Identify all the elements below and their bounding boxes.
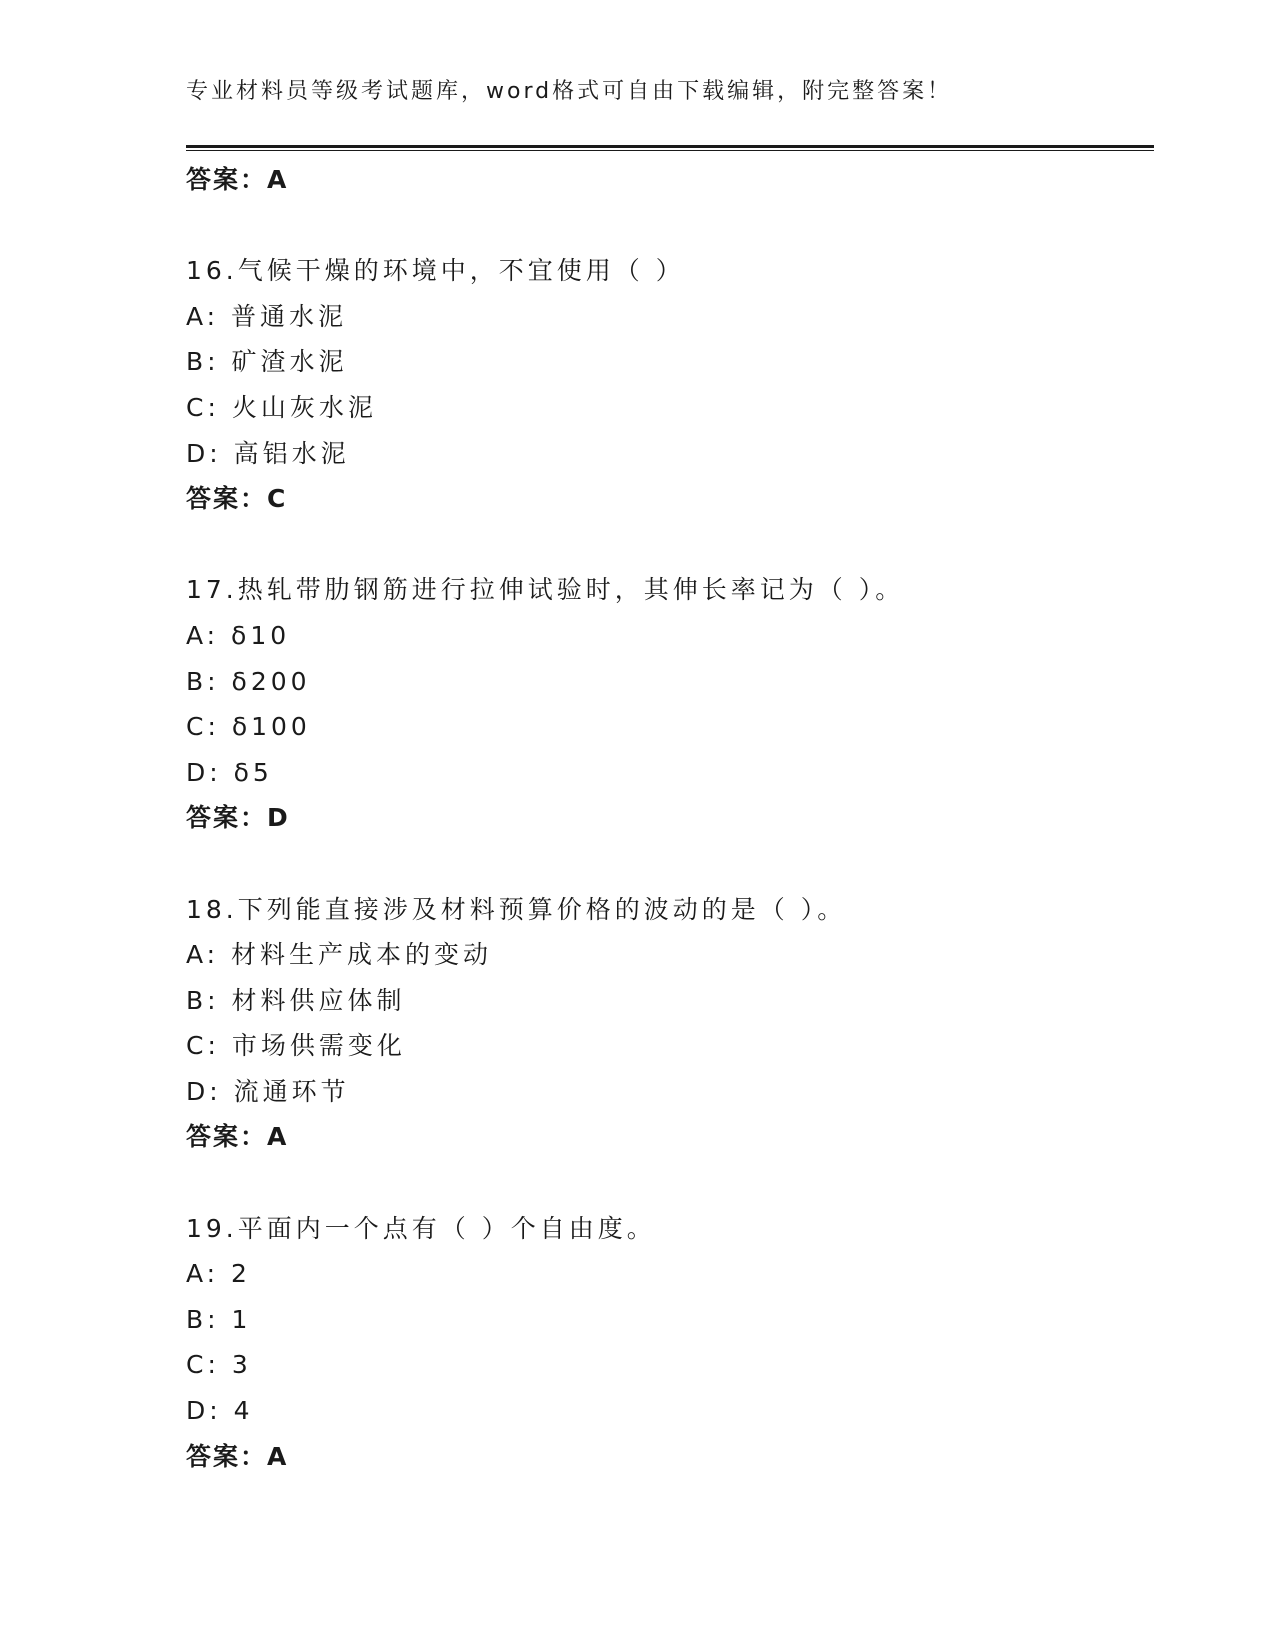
header-rule-thin — [186, 150, 1154, 151]
option-d: D: δ5 — [186, 757, 273, 787]
question-block — [186, 248, 1154, 522]
spacer — [186, 1160, 1154, 1206]
option-c: C: 市场供需变化 — [186, 1031, 406, 1061]
option-b: B: 材料供应体制 — [186, 985, 406, 1015]
spacer — [186, 522, 1154, 568]
option-c: C: δ100 — [186, 712, 311, 742]
question-answer: 答案：C — [186, 484, 288, 514]
question-stem: 18.下列能直接涉及材料预算价格的波动的是（ ）。 — [186, 894, 847, 924]
question-answer: 答案：D — [186, 803, 290, 833]
option-a: A: 普通水泥 — [186, 301, 348, 331]
option-d: D: 流通环节 — [186, 1076, 350, 1106]
option-c: C: 火山灰水泥 — [186, 392, 377, 422]
question-stem: 16.气候干燥的环境中，不宜使用（ ） — [186, 256, 685, 286]
question-answer: 答案：A — [186, 1122, 289, 1152]
spacer — [186, 203, 1154, 249]
option-d: D: 高铝水泥 — [186, 438, 350, 468]
header-rule-thick — [186, 145, 1154, 148]
question-stem: 17.热轧带肋钢筋进行拉伸试验时，其伸长率记为（ ）。 — [186, 575, 905, 605]
previous-answer: 答案：A — [186, 165, 289, 194]
option-b: B: δ200 — [186, 666, 311, 696]
question-answer: 答案：A — [186, 1441, 289, 1471]
option-a: A: 材料生产成本的变动 — [186, 940, 493, 970]
question-block — [186, 1206, 1154, 1480]
option-a: A: δ10 — [186, 620, 291, 650]
question-stem: 19.平面内一个点有（ ）个自由度。 — [186, 1213, 656, 1243]
spacer — [186, 841, 1154, 887]
option-c: C: 3 — [186, 1350, 252, 1380]
option-d: D: 4 — [186, 1396, 254, 1426]
question-block — [186, 567, 1154, 841]
option-b: B: 矿渣水泥 — [186, 347, 348, 377]
option-b: B: 1 — [186, 1304, 252, 1334]
option-a: A: 2 — [186, 1259, 251, 1289]
question-list — [186, 157, 1154, 1479]
page-header: 专业材料员等级考试题库，word格式可自由下载编辑，附完整答案！ — [186, 79, 953, 104]
question-block — [186, 887, 1154, 1161]
